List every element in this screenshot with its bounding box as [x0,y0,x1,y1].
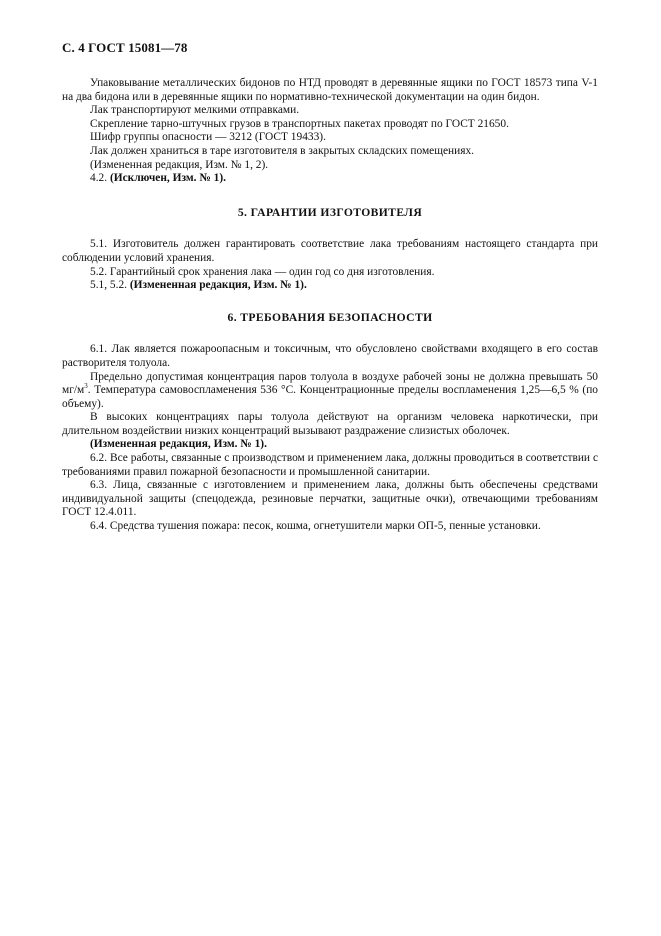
paragraph-5-amendment [62,279,598,293]
amendment-note: (Измененная редакция, Изм. № 1). [90,438,267,451]
paragraph-5-2: 5.2. Гарантийный срок хранения лака — один год со дня изготовления. [90,265,435,278]
paragraph-storage: Лак должен храниться в таре изготовителя в закрытых складских помещениях. [90,144,475,157]
amendment-note: (Измененная редакция, Изм. № 1). [129,279,307,292]
paragraph-4-2 [62,172,598,186]
text-run: . Температура самовоспламенения 536 °С. Концентрационные пределы воспламенения 1,25—6,5 % (по объему). [62,384,598,410]
amendment-note: (Исключен, Изм. № 1). [109,172,226,185]
paragraph-6-amendment [62,438,598,452]
page-body [62,77,598,534]
paragraph-packing: Упаковывание металлических бидонов по НТД проводят в деревянные ящики по ГОСТ 18573 типа V-1 на два бидона или в деревянные ящики по нормативно-технической документации на один бидон. [62,77,598,103]
clause-number: 4.2. [90,172,110,185]
paragraph-toluene-effects: В высоких концентрациях пары толуола действуют на организм человека наркотически, при длительном воздействии низких концентраций вызывают раздражение слизистых оболочек. [62,411,598,437]
paragraph-6-3: 6.3. Лица, связанные с изготовлением и применением лака, должны быть обеспечены средствами индивидуальной защиты (спецодежда, резиновые перчатки, защитные очки), отвечающими требованиям ГОСТ 12.4.011. [62,479,598,519]
paragraph-amendment-note: (Измененная редакция, Изм. № 1, 2). [90,158,269,171]
superscript: 3 [84,382,88,391]
paragraph-6-2: 6.2. Все работы, связанные с производством и применением лака, должны проводиться в соответствии с требованиями правил пожарной безопасности и промышленной санитарии. [62,452,598,478]
paragraph-6-4: 6.4. Средства тушения пожара: песок, кошма, огнетушители марки ОП-5, пенные установки. [90,520,541,533]
section-title-guarantees: 5. ГАРАНТИИ ИЗГОТОВИТЕЛЯ [237,205,423,219]
text-run: Предельно допустимая концентрация паров толуола в воздухе рабочей зоны не должна превышать 50 мг/м [62,370,598,397]
paragraph-hazard-code: Шифр группы опасности — 3212 (ГОСТ 19433). [90,131,326,144]
paragraph-transport: Лак транспортируют мелкими отправками. [90,104,300,117]
paragraph-toluene-limits [62,371,598,412]
section-title-safety: 6. ТРЕБОВАНИЯ БЕЗОПАСНОСТИ [227,310,433,324]
paragraph-6-1: 6.1. Лак является пожароопасным и токсичным, что обусловлено свойствами входящего в его состав растворителя толуола. [62,343,598,369]
paragraph-fastening: Скрепление тарно-штучных грузов в транспортных пакетах проводят по ГОСТ 21650. [90,117,509,130]
paragraph-5-1: 5.1. Изготовитель должен гарантировать соответствие лака требованиям настоящего стандарта при соблюдении условий хранения. [62,238,598,264]
page-header: С. 4 ГОСТ 15081—78 [62,40,188,55]
clause-number: 5.1, 5.2. [90,279,130,292]
